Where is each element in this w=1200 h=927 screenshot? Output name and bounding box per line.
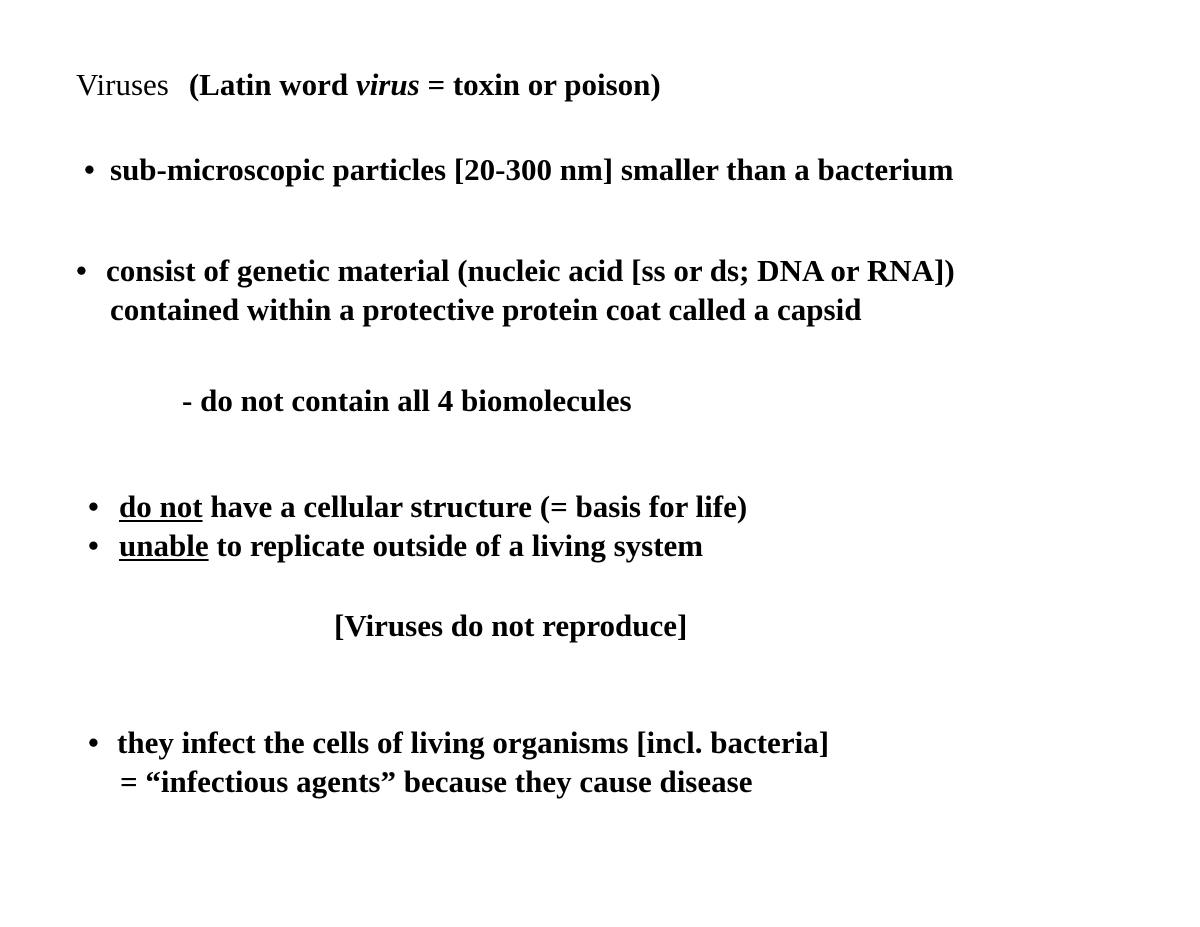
reproduce-note xyxy=(334,607,687,645)
biomolecules-text: - do not contain all 4 biomolecules xyxy=(182,383,632,418)
reproduce-note-text: [Viruses do not reproduce] xyxy=(334,608,688,643)
title-paren-open: (Latin word xyxy=(188,67,356,102)
bullet-marker: • xyxy=(76,253,87,288)
bullet-marker: • xyxy=(84,152,95,187)
title-main: Viruses xyxy=(76,67,169,102)
bullet-marker: • xyxy=(88,528,99,563)
replicate-underlined: unable xyxy=(119,528,209,563)
bullet-marker: • xyxy=(88,725,99,760)
title-virus-italic: virus xyxy=(355,67,420,102)
cellular-rest: have a cellular structure (= basis for life) xyxy=(202,489,748,524)
bullet-size xyxy=(84,151,954,189)
bullet-consist xyxy=(76,252,955,290)
bullet-cellular xyxy=(88,488,747,526)
bullet-consist-line2: contained within a protective protein coat called a capsid xyxy=(110,292,862,327)
bullet-infect-line2: = “infectious agents” because they cause disease xyxy=(120,764,753,799)
replicate-rest: to replicate outside of a living system xyxy=(208,528,704,563)
cellular-underlined: do not xyxy=(119,489,203,524)
bullet-consist-continuation xyxy=(110,291,861,329)
biomolecules-note xyxy=(182,382,632,420)
bullet-replicate xyxy=(88,527,703,565)
bullet-infect xyxy=(88,724,829,762)
bullet-infect-continuation xyxy=(120,763,752,801)
bullet-consist-line1: consist of genetic material (nucleic acid [ss or ds; DNA or RNA]) xyxy=(106,253,955,288)
bullet-size-text: sub-microscopic particles [20-300 nm] smaller than a bacterium xyxy=(110,152,954,187)
bullet-marker: • xyxy=(88,489,99,524)
bullet-infect-line1: they infect the cells of living organisms [incl. bacteria] xyxy=(117,725,830,760)
slide-title xyxy=(76,66,661,104)
title-paren-close: = toxin or poison) xyxy=(419,67,661,102)
